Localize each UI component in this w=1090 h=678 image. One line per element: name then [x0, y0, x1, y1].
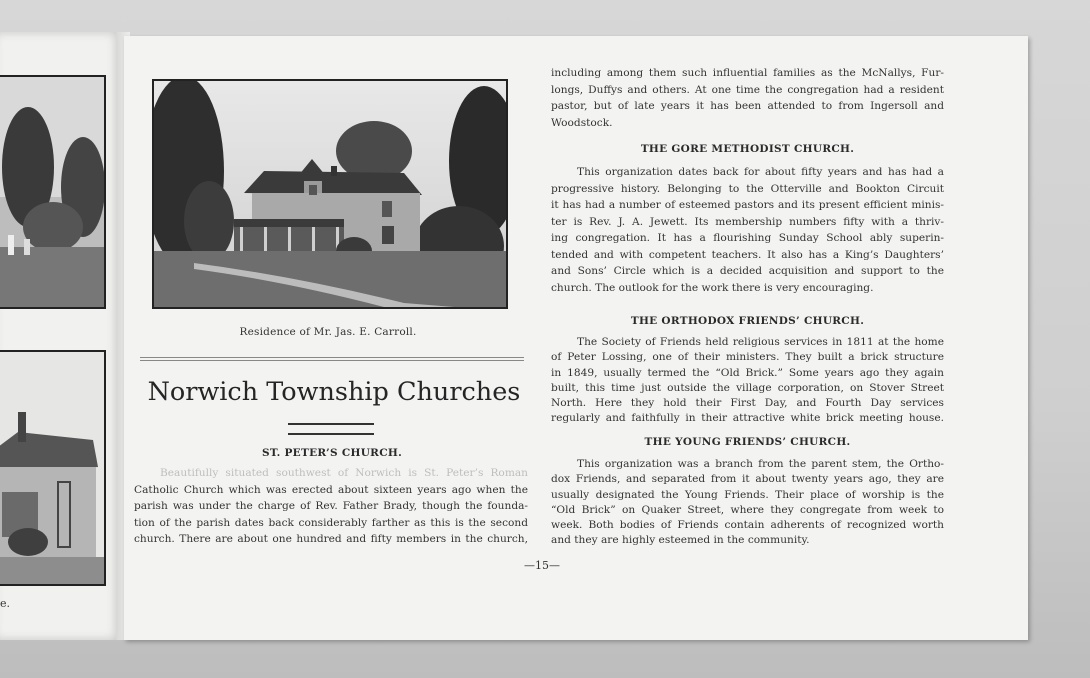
- paragraph-st-peters-continued: [551, 65, 944, 131]
- text-line: The Society of Friends held religious services in 1811 at the home: [577, 336, 944, 348]
- heading-young-friends: THE YOUNG FRIENDS’ CHURCH.: [644, 436, 851, 448]
- text-line: ing congregation. It has a flourishing Sunday School ably superin-: [551, 232, 944, 244]
- text-line: church. There are about one hundred and fifty members in the church,: [134, 533, 528, 545]
- left-photo-top: [0, 75, 106, 309]
- text-line: including among them such influential families as the McNallys, Fur-: [551, 67, 944, 79]
- text-line: and they are highly esteemed in the community.: [551, 534, 810, 547]
- residence-photo: [152, 79, 508, 309]
- text-line: [134, 465, 528, 482]
- text-line: This organization dates back for about fifty years and has had a: [577, 166, 944, 178]
- left-photo-bottom: [0, 350, 106, 586]
- text-line: tended and with competent teachers. It also has a King’s Daughters’: [551, 248, 944, 261]
- text-line: in 1849, usually termed the “Old Brick.” Some years ago they again: [551, 366, 944, 379]
- text-line: This organization was a branch from the parent stem, the Ortho-: [577, 458, 944, 470]
- text-line: progressive history. Belonging to the Otterville and Bookton Circuit: [551, 182, 944, 195]
- page-title: Norwich Township Churches: [147, 377, 521, 407]
- paragraph-gore-methodist: [551, 164, 944, 296]
- page-number: —15—: [524, 559, 560, 572]
- title-underline: [288, 423, 374, 435]
- text-line: usually designated the Young Friends. Their place of worship is the: [551, 488, 944, 501]
- text-line: pastor, but of late years it has been attended to from Ingersoll and: [551, 100, 944, 112]
- paragraph-young-friends: [551, 457, 944, 549]
- left-page-fragment: e.: [0, 597, 11, 610]
- text-line: ter is Rev. J. A. Jewett. Its membership numbers fifty with a thriv-: [551, 215, 944, 228]
- text-line: and Sons’ Circle which is a decided acquisition and support to the: [551, 265, 944, 277]
- text-line: dox Friends, and separated from it about twenty years ago, they are: [551, 473, 944, 486]
- left-page: [0, 32, 122, 640]
- text-line: Beautifully situated southwest of Norwich is St. Peter’s Roman: [160, 467, 528, 479]
- text-line: week. Both bodies of Friends contain adherents of recognized worth: [551, 519, 944, 532]
- text-line: Woodstock.: [551, 116, 613, 129]
- text-line: church. The outlook for the work there is very encouraging.: [551, 281, 874, 294]
- text-line: it has had a number of esteemed pastors and its present efficient minis-: [551, 199, 944, 211]
- text-line: of Peter Lossing, one of their ministers. They built a brick structure: [551, 351, 944, 364]
- heading-orthodox-friends: THE ORTHODOX FRIENDS’ CHURCH.: [630, 315, 865, 327]
- photo-caption: Residence of Mr. Jas. E. Carroll.: [239, 326, 417, 338]
- paragraph-orthodox-friends: [551, 335, 944, 427]
- heading-gore-methodist: THE GORE METHODIST CHURCH.: [640, 143, 855, 155]
- paragraph-st-peters: [134, 465, 528, 548]
- text-line: tion of the parish dates back considerably farther as this is the second: [134, 516, 528, 529]
- text-line: “Old Brick” on Quaker Street, where they congregate from week to: [551, 503, 944, 516]
- separator-rule: [140, 357, 524, 361]
- text-line: longs, Duffys and others. At one time the congregation had a resident: [551, 83, 944, 96]
- text-line: North. Here they hold their First Day, and Fourth Day services: [551, 397, 944, 410]
- text-line: regularly and faithfully in their attractive white brick meeting house.: [551, 412, 944, 425]
- heading-st-peters: ST. PETER’S CHURCH.: [261, 447, 403, 459]
- text-line: parish was under the charge of Rev. Father Brady, though the founda-: [134, 500, 528, 512]
- text-line: Catholic Church which was erected about sixteen years ago when the: [134, 483, 528, 496]
- text-line: built, this time just outside the village corporation, on Stover Street: [551, 381, 944, 394]
